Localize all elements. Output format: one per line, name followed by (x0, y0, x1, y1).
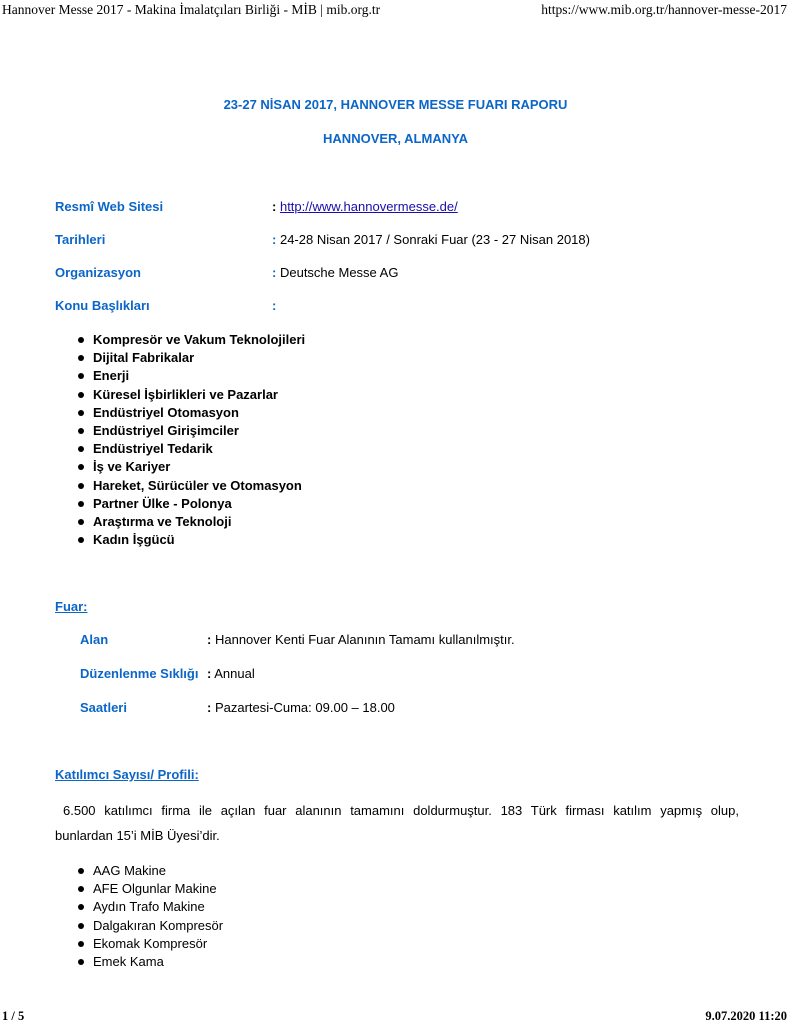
topics-separator: : (272, 298, 277, 313)
list-item: Partner Ülke - Polonya (78, 495, 305, 513)
organization-text: Deutsche Messe AG (279, 265, 399, 280)
list-item: AAG Makine (78, 862, 223, 880)
area-value: : Hannover Kenti Fuar Alanının Tamamı kullanılmıştır. (207, 632, 515, 647)
hours-label: Saatleri (80, 700, 127, 715)
list-item: Emek Kama (78, 953, 223, 971)
organization-separator: : (272, 265, 277, 280)
area-label: Alan (80, 632, 109, 647)
list-item: Endüstriyel Otomasyon (78, 404, 305, 422)
dates-separator: : (272, 232, 277, 247)
list-item: Hareket, Sürücüler ve Otomasyon (78, 477, 305, 495)
topics-label: Konu Başlıkları (55, 298, 150, 313)
website-value (272, 199, 458, 214)
dates-text: 24-28 Nisan 2017 / Sonraki Fuar (23 - 27 Nisan 2018) (279, 232, 590, 247)
list-item: Enerji (78, 367, 305, 385)
list-item: İş ve Kariyer (78, 458, 305, 476)
report-title: 23-27 NİSAN 2017, HANNOVER MESSE FUARI RAPORU (223, 97, 568, 112)
paragraph-line: bunlardan 15’i MİB Üyesi’dir. (55, 828, 220, 843)
print-datetime: 9.07.2020 11:20 (705, 1009, 787, 1023)
companies-list (78, 862, 223, 971)
organization-label: Organizasyon (55, 265, 141, 280)
frequency-value: : Annual (207, 666, 255, 681)
fair-heading: Fuar: (55, 599, 88, 614)
frequency-label: Düzenlenme Sıklığı (80, 666, 199, 681)
print-header-title: Hannover Messe 2017 - Makina İmalatçıları Birliği - MİB | mib.org.tr (2, 2, 381, 17)
list-item: Dijital Fabrikalar (78, 349, 305, 367)
list-item: Aydın Trafo Makine (78, 898, 223, 916)
page-number: 1 / 5 (2, 1009, 25, 1023)
list-item: Dalgakıran Kompresör (78, 917, 223, 935)
list-item: AFE Olgunlar Makine (78, 880, 223, 898)
topics-list (78, 331, 305, 549)
report-location: HANNOVER, ALMANYA (323, 131, 468, 146)
hours-value: : Pazartesi-Cuma: 09.00 – 18.00 (207, 700, 395, 715)
dates-value (272, 232, 590, 247)
website-separator: : (272, 199, 277, 214)
participants-heading: Katılımcı Sayısı/ Profili: (55, 767, 199, 782)
list-item: Küresel İşbirlikleri ve Pazarlar (78, 386, 305, 404)
list-item: Araştırma ve Teknoloji (78, 513, 305, 531)
paragraph-line: 6.500 katılımcı firma ile açılan fuar alanının tamamını doldurmuştur. 183 Türk firması katılım yapmış olup, (63, 803, 739, 818)
list-item: Endüstriyel Girişimciler (78, 422, 305, 440)
list-item: Ekomak Kompresör (78, 935, 223, 953)
list-item: Kadın İşgücü (78, 531, 305, 549)
website-link[interactable]: http://www.hannovermesse.de/ (279, 199, 458, 214)
dates-label: Tarihleri (55, 232, 106, 247)
list-item: Kompresör ve Vakum Teknolojileri (78, 331, 305, 349)
print-header-url: https://www.mib.org.tr/hannover-messe-2017 (541, 2, 787, 17)
list-item: Endüstriyel Tedarik (78, 440, 305, 458)
organization-value (272, 265, 398, 280)
website-label: Resmî Web Sitesi (55, 199, 164, 214)
participants-paragraph (55, 798, 739, 848)
